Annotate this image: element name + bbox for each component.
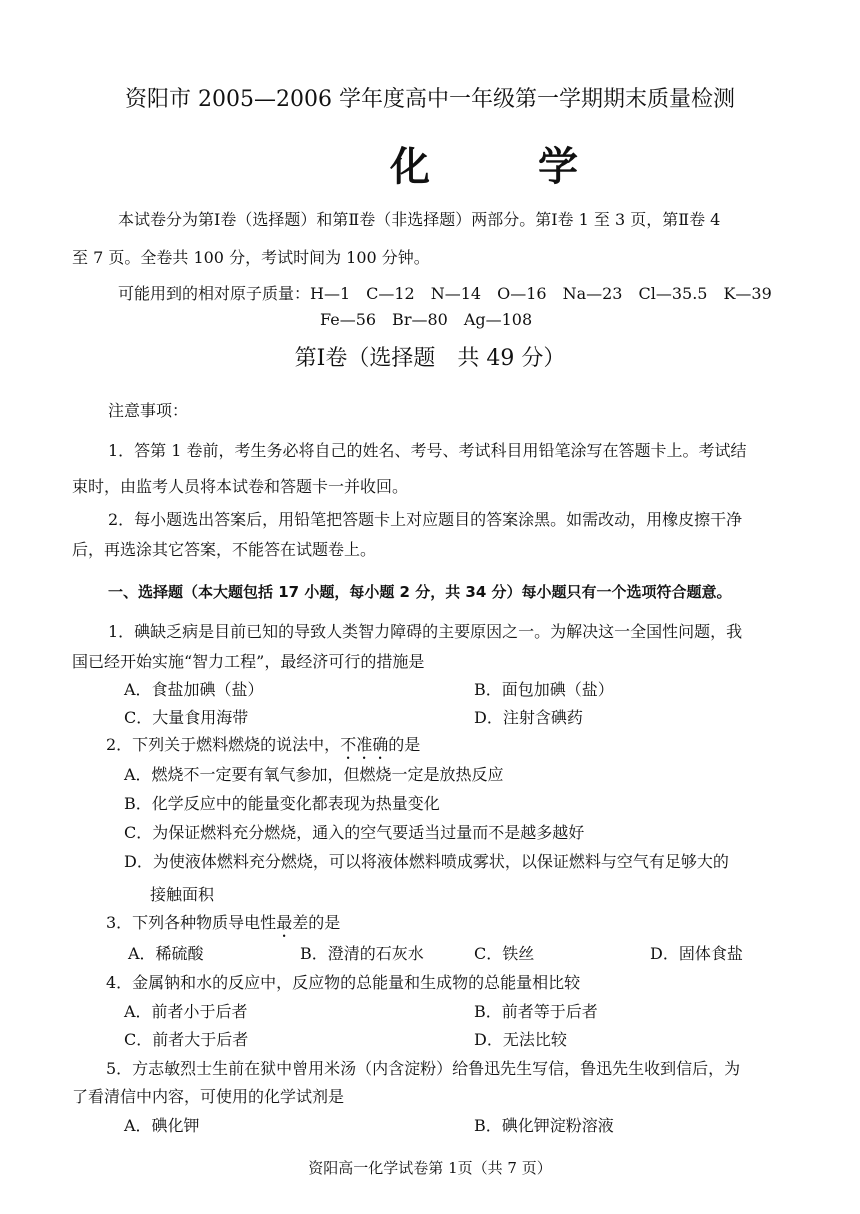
subject-title: 化学 <box>390 144 686 190</box>
question-2-text-end: 的是 <box>388 735 421 754</box>
intro-text: 本试卷分为第Ⅰ卷（选择题）和第Ⅱ卷（非选择题）两部分。第Ⅰ卷 1 至 3 页，第Ⅱ卷 4 <box>118 210 721 229</box>
emphasis-text: 不准确 <box>340 735 389 754</box>
note-2-cont: 后，再选涂其它答案，不能答在试题卷上。 <box>72 540 377 559</box>
page-footer: 资阳高一化学试卷第 1页（共 7 页） <box>308 1159 552 1177</box>
question-3 <box>106 913 340 941</box>
option-2c: C．为保证燃料充分燃烧，通入的空气要适当过量而不是越多越好 <box>124 823 585 842</box>
option-1c: C．大量食用海带 <box>124 708 249 727</box>
option-1a: A．食盐加碘（盐） <box>124 680 264 699</box>
note-1: 1．答第 1 卷前，考生务必将自己的姓名、考号、考试科目用铅笔涂写在答题卡上。考试结 <box>108 441 747 460</box>
option-3a: A．稀硫酸 <box>128 944 204 963</box>
exam-header: 资阳市 2005—2006 学年度高中一年级第一学期期末质量检测 <box>125 87 735 112</box>
option-1d: D．注射含碘药 <box>474 708 583 727</box>
option-4c: C．前者大于后者 <box>124 1030 249 1049</box>
option-5b: B．碘化钾淀粉溶液 <box>474 1116 614 1135</box>
atomic-masses-cont: Fe—56 Br—80 Ag—108 <box>320 310 533 329</box>
question-2 <box>106 735 420 763</box>
intro-text-cont: 至 7 页。全卷共 100 分，考试时间为 100 分钟。 <box>72 248 430 267</box>
note-1-cont: 束时，由监考人员将本试卷和答题卡一并收回。 <box>72 477 409 496</box>
option-1b: B．面包加碘（盐） <box>474 680 614 699</box>
option-2b: B．化学反应中的能量变化都表现为热量变化 <box>124 794 440 813</box>
question-5-cont: 了看清信中内容，可使用的化学试剂是 <box>72 1087 345 1106</box>
note-2: 2．每小题选出答案后，用铅笔把答题卡上对应题目的答案涂黑。如需改动，用橡皮擦干净 <box>108 510 743 529</box>
section-title: 第Ⅰ卷（选择题 共 49 分） <box>294 346 566 371</box>
question-3-text-end: 差的是 <box>292 913 341 932</box>
option-3b: B．澄清的石灰水 <box>300 944 424 963</box>
option-4d: D．无法比较 <box>474 1030 567 1049</box>
option-2d: D．为使液体燃料充分燃烧，可以将液体燃料喷成雾状，以保证燃料与空气有足够大的 <box>124 852 729 871</box>
question-1: 1．碘缺乏病是目前已知的导致人类智力障碍的主要原因之一。为解决这一全国性问题，我 <box>108 622 743 641</box>
part-title: 一、选择题（本大题包括 17 小题，每小题 2 分，共 34 分）每小题只有一个选项符合题意。 <box>108 583 732 601</box>
notes-title: 注意事项： <box>108 401 189 420</box>
question-1-cont: 国已经开始实施“智力工程”，最经济可行的措施是 <box>72 652 425 671</box>
option-4b: B．前者等于后者 <box>474 1002 598 1021</box>
option-5a: A．碘化钾 <box>124 1116 200 1135</box>
option-3d: D．固体食盐 <box>650 944 743 963</box>
option-4a: A．前者小于后者 <box>124 1002 248 1021</box>
option-2d-cont: 接触面积 <box>150 885 215 904</box>
option-3c: C．铁丝 <box>474 944 535 963</box>
question-3-text: 3．下列各种物质导电性 <box>106 913 277 932</box>
atomic-masses: 可能用到的相对原子质量：H—1 C—12 N—14 O—16 Na—23 Cl—35.5 K—39 <box>118 284 772 303</box>
option-2a: A．燃烧不一定要有氧气参加，但燃烧一定是放热反应 <box>124 765 504 784</box>
question-4: 4．金属钠和水的反应中，反应物的总能量和生成物的总能量相比较 <box>106 973 581 992</box>
question-5: 5．方志敏烈士生前在狱中曾用米汤（内含淀粉）给鲁迅先生写信，鲁迅先生收到信后，为 <box>106 1059 741 1078</box>
emphasis-text: 最 <box>276 913 293 932</box>
question-2-text: 2．下列关于燃料燃烧的说法中， <box>106 735 341 754</box>
